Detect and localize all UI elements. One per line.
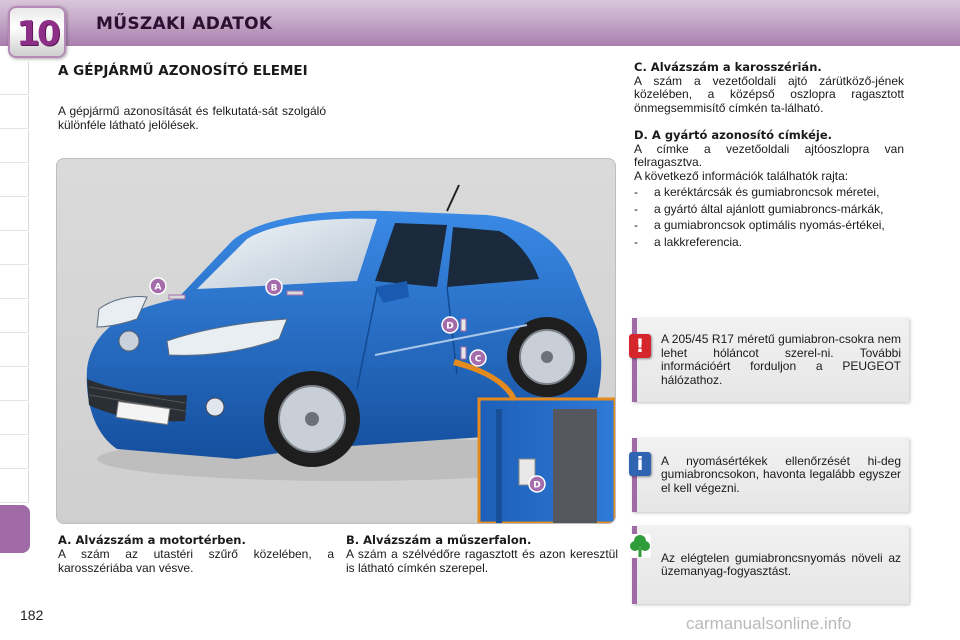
chapter-tab[interactable] xyxy=(0,402,29,435)
caption-d-text2: A következő információk találhatók rajta: xyxy=(634,168,849,183)
eco-note-text: Az elégtelen gumiabroncsnyomás növeli az üzemanyag-fogyasztást. xyxy=(661,550,901,578)
marker-d-detail xyxy=(529,476,545,492)
caption-a-text: A szám az utastéri szűrő közelében, a karosszériába van vésve. xyxy=(58,547,334,575)
caption-c-text: A szám a vezetőoldali ajtó zárütköző-jének közelében, a középső oszlopra ragasztott önmegsemmisítő címkén ta-lálható. xyxy=(634,73,904,115)
list-item: - a gumiabroncsok optimális nyomás-értékei, xyxy=(634,218,885,232)
caption-c-title: C. Alvázszám a karosszérián. xyxy=(634,60,822,74)
chapter-tab[interactable] xyxy=(0,62,29,95)
chapter-tab[interactable] xyxy=(0,470,29,503)
marker-d-body xyxy=(442,317,458,333)
chapter-tab[interactable] xyxy=(0,130,29,163)
svg-text:A: A xyxy=(154,282,162,293)
chapter-tab[interactable] xyxy=(0,164,29,197)
warning-note-text: A 205/45 R17 méretű gumiabron-csokra nem lehet hóláncot szerel-ni. További információért forduljon a PEUGEOT hálózathoz. xyxy=(661,332,901,387)
info-icon: i xyxy=(629,452,651,476)
marker-a xyxy=(150,278,166,294)
chapter-tab-active[interactable] xyxy=(0,505,30,553)
chapter-tab[interactable] xyxy=(0,232,29,265)
warning-icon: ! xyxy=(629,334,651,358)
caption-d-title: D. A gyártó azonosító címkéje. xyxy=(634,128,833,142)
tree-icon xyxy=(629,534,651,558)
chapter-title: MŰSZAKI ADATOK xyxy=(96,14,273,34)
section-intro: A gépjármű azonosítását és felkutatá-sát szolgáló különféle látható jelölések. xyxy=(58,104,326,132)
eco-note xyxy=(632,526,909,604)
svg-text:D: D xyxy=(533,480,541,491)
car-drawing xyxy=(57,159,615,523)
chapter-tab[interactable] xyxy=(0,300,29,333)
chapter-tab[interactable] xyxy=(0,368,29,401)
antenna xyxy=(447,185,459,211)
peugeot-logo xyxy=(119,331,139,351)
svg-text:C: C xyxy=(474,354,482,365)
list-item: - a lakkreferencia. xyxy=(634,234,743,249)
chapter-tab[interactable] xyxy=(0,334,29,367)
list-item: - a keréktárcsák és gumiabroncsok méretei, xyxy=(634,185,880,199)
info-note xyxy=(632,438,909,512)
svg-text:B: B xyxy=(270,283,278,294)
marker-c xyxy=(470,350,486,366)
car-illustration xyxy=(56,158,616,524)
chapter-number: 10 xyxy=(16,14,58,54)
right-column xyxy=(634,61,904,249)
list-item: - a gyártó által ajánlott gumiabroncs-márkák, xyxy=(634,201,884,216)
watermark: carmanualsonline.info xyxy=(686,614,852,633)
chapter-header xyxy=(0,0,960,54)
chapter-tab[interactable] xyxy=(0,436,29,469)
chapter-badge xyxy=(8,6,66,58)
warning-note xyxy=(632,318,909,402)
page-number: 182 xyxy=(20,607,44,623)
fog-light xyxy=(206,398,224,416)
svg-text:D: D xyxy=(446,321,454,332)
caption-b xyxy=(346,533,618,575)
chapter-tab[interactable] xyxy=(0,266,29,299)
info-note-text: A nyomásértékek ellenőrzését hi-deg gumiabroncsokon, havonta legalább egyszer el kell végezni. xyxy=(661,453,901,495)
caption-b-title: B. Alvázszám a műszerfalon. xyxy=(346,533,532,547)
caption-b-text: A szám a szélvédőre ragasztott és azon keresztül is látható címkén szerepel. xyxy=(346,547,618,575)
marker-b xyxy=(266,279,282,295)
caption-d-text1: A címke a vezetőoldali ajtóoszlopra van felragasztva. xyxy=(634,141,904,169)
caption-a xyxy=(58,533,334,575)
section-title: A GÉPJÁRMŰ AZONOSÍTÓ ELEMEI xyxy=(58,63,308,79)
caption-a-title: A. Alvázszám a motortérben. xyxy=(58,533,246,547)
chapter-tab[interactable] xyxy=(0,198,29,231)
chapter-tab[interactable] xyxy=(0,96,29,129)
